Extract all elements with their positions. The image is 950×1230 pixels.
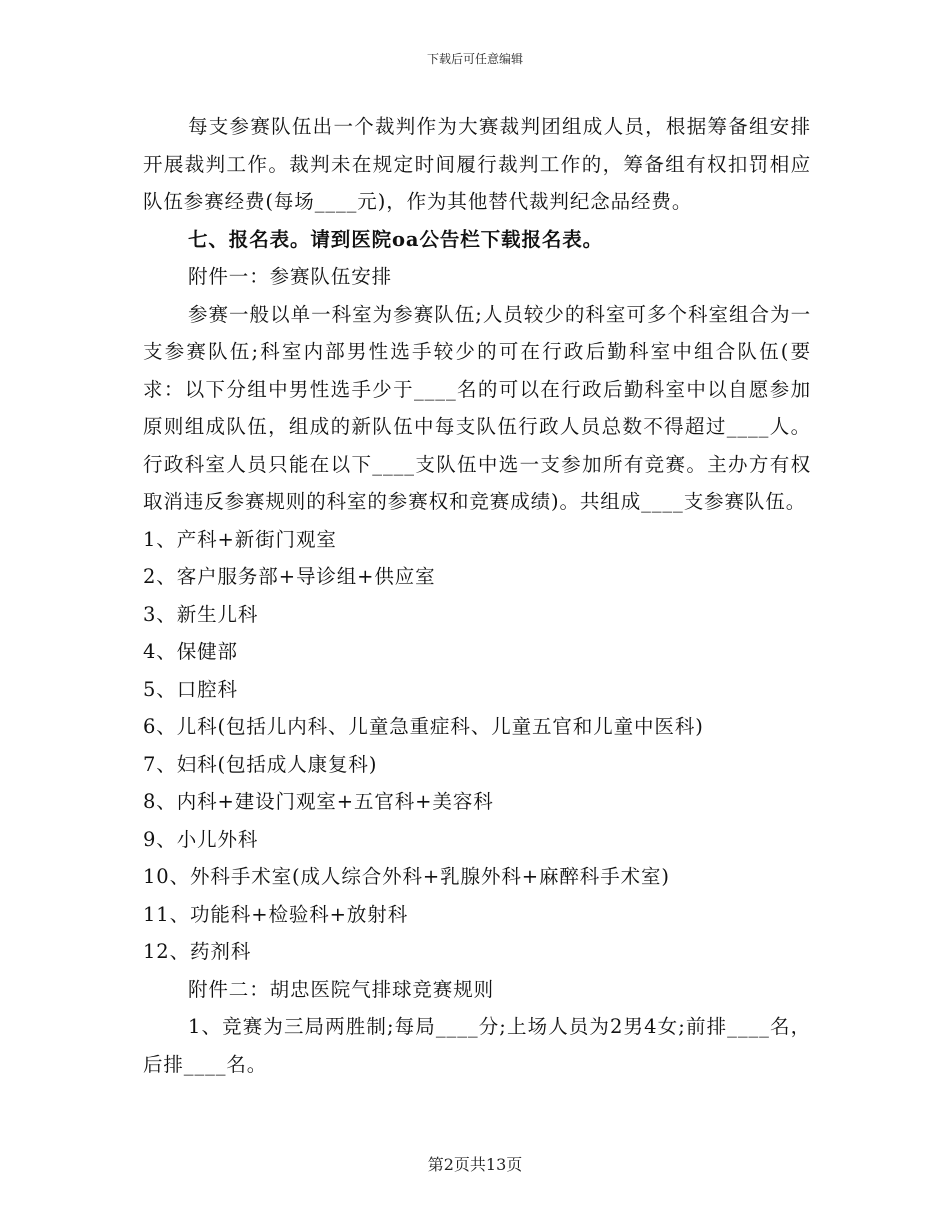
list-item: 6、儿科(包括儿内科、儿童急重症科、儿童五官和儿童中医科)	[143, 715, 704, 738]
section-seven-heading: 七、报名表。请到医院oa公告栏下载报名表。	[188, 227, 604, 251]
list-item: 11、功能科+检验科+放射科	[143, 902, 409, 926]
paragraph-team-arrangement: 参赛一般以单一科室为参赛队伍;人员较少的科室可多个科室组合为一支参赛队伍;科室内部男性选手较少的可在行政后勤科室中组合队伍(要求：以下分组中男性选手少于____名的可以在行政后勤科室中以自愿参加原则组成队伍，组成的新队伍中每支队伍行政人员总数不得超过____人。行政科室人员只能在以下____支队伍中选一支参加所有竞赛。主办方有权取消违反参赛规则的科室的参赛权和竞赛成绩)。共组成____支参赛队伍。	[143, 302, 811, 513]
list-item: 4、保健部	[143, 640, 238, 663]
attachment-two-title: 附件二：胡忠医院气排球竞赛规则	[188, 977, 495, 1001]
list-item: 9、小儿外科	[143, 827, 259, 851]
list-item: 8、内科+建设门观室+五官科+美容科	[143, 790, 494, 813]
list-item: 1、产科+新街门观室	[143, 527, 337, 551]
attachment-one-title: 附件一：参赛队伍安排	[188, 265, 393, 288]
list-item: 2、客户服务部+导诊组+供应室	[143, 565, 436, 588]
team-list	[143, 521, 811, 971]
list-item: 12、药剂科	[143, 940, 252, 963]
list-item: 3、新生儿科	[143, 602, 259, 626]
list-item: 5、口腔科	[143, 677, 238, 701]
page-header: 下载后可任意编辑	[426, 52, 523, 66]
paragraph-referee: 每支参赛队伍出一个裁判作为大赛裁判团组成人员，根据筹备组安排开展裁判工作。裁判未在规定时间履行裁判工作的，筹备组有权扣罚相应队伍参赛经费(每场____元)，作为其他替代裁判纪念品经费。	[143, 115, 811, 213]
document-body	[143, 108, 811, 1083]
rule-one: 1、竞赛为三局两胜制;每局____分;上场人员为2男4女;前排____名，后排____名。	[143, 1015, 811, 1076]
list-item: 10、外科手术室(成人综合外科+乳腺外科+麻醉科手术室)	[143, 865, 670, 888]
list-item: 7、妇科(包括成人康复科)	[143, 752, 378, 776]
page-footer: 第2页共13页	[427, 1155, 523, 1174]
